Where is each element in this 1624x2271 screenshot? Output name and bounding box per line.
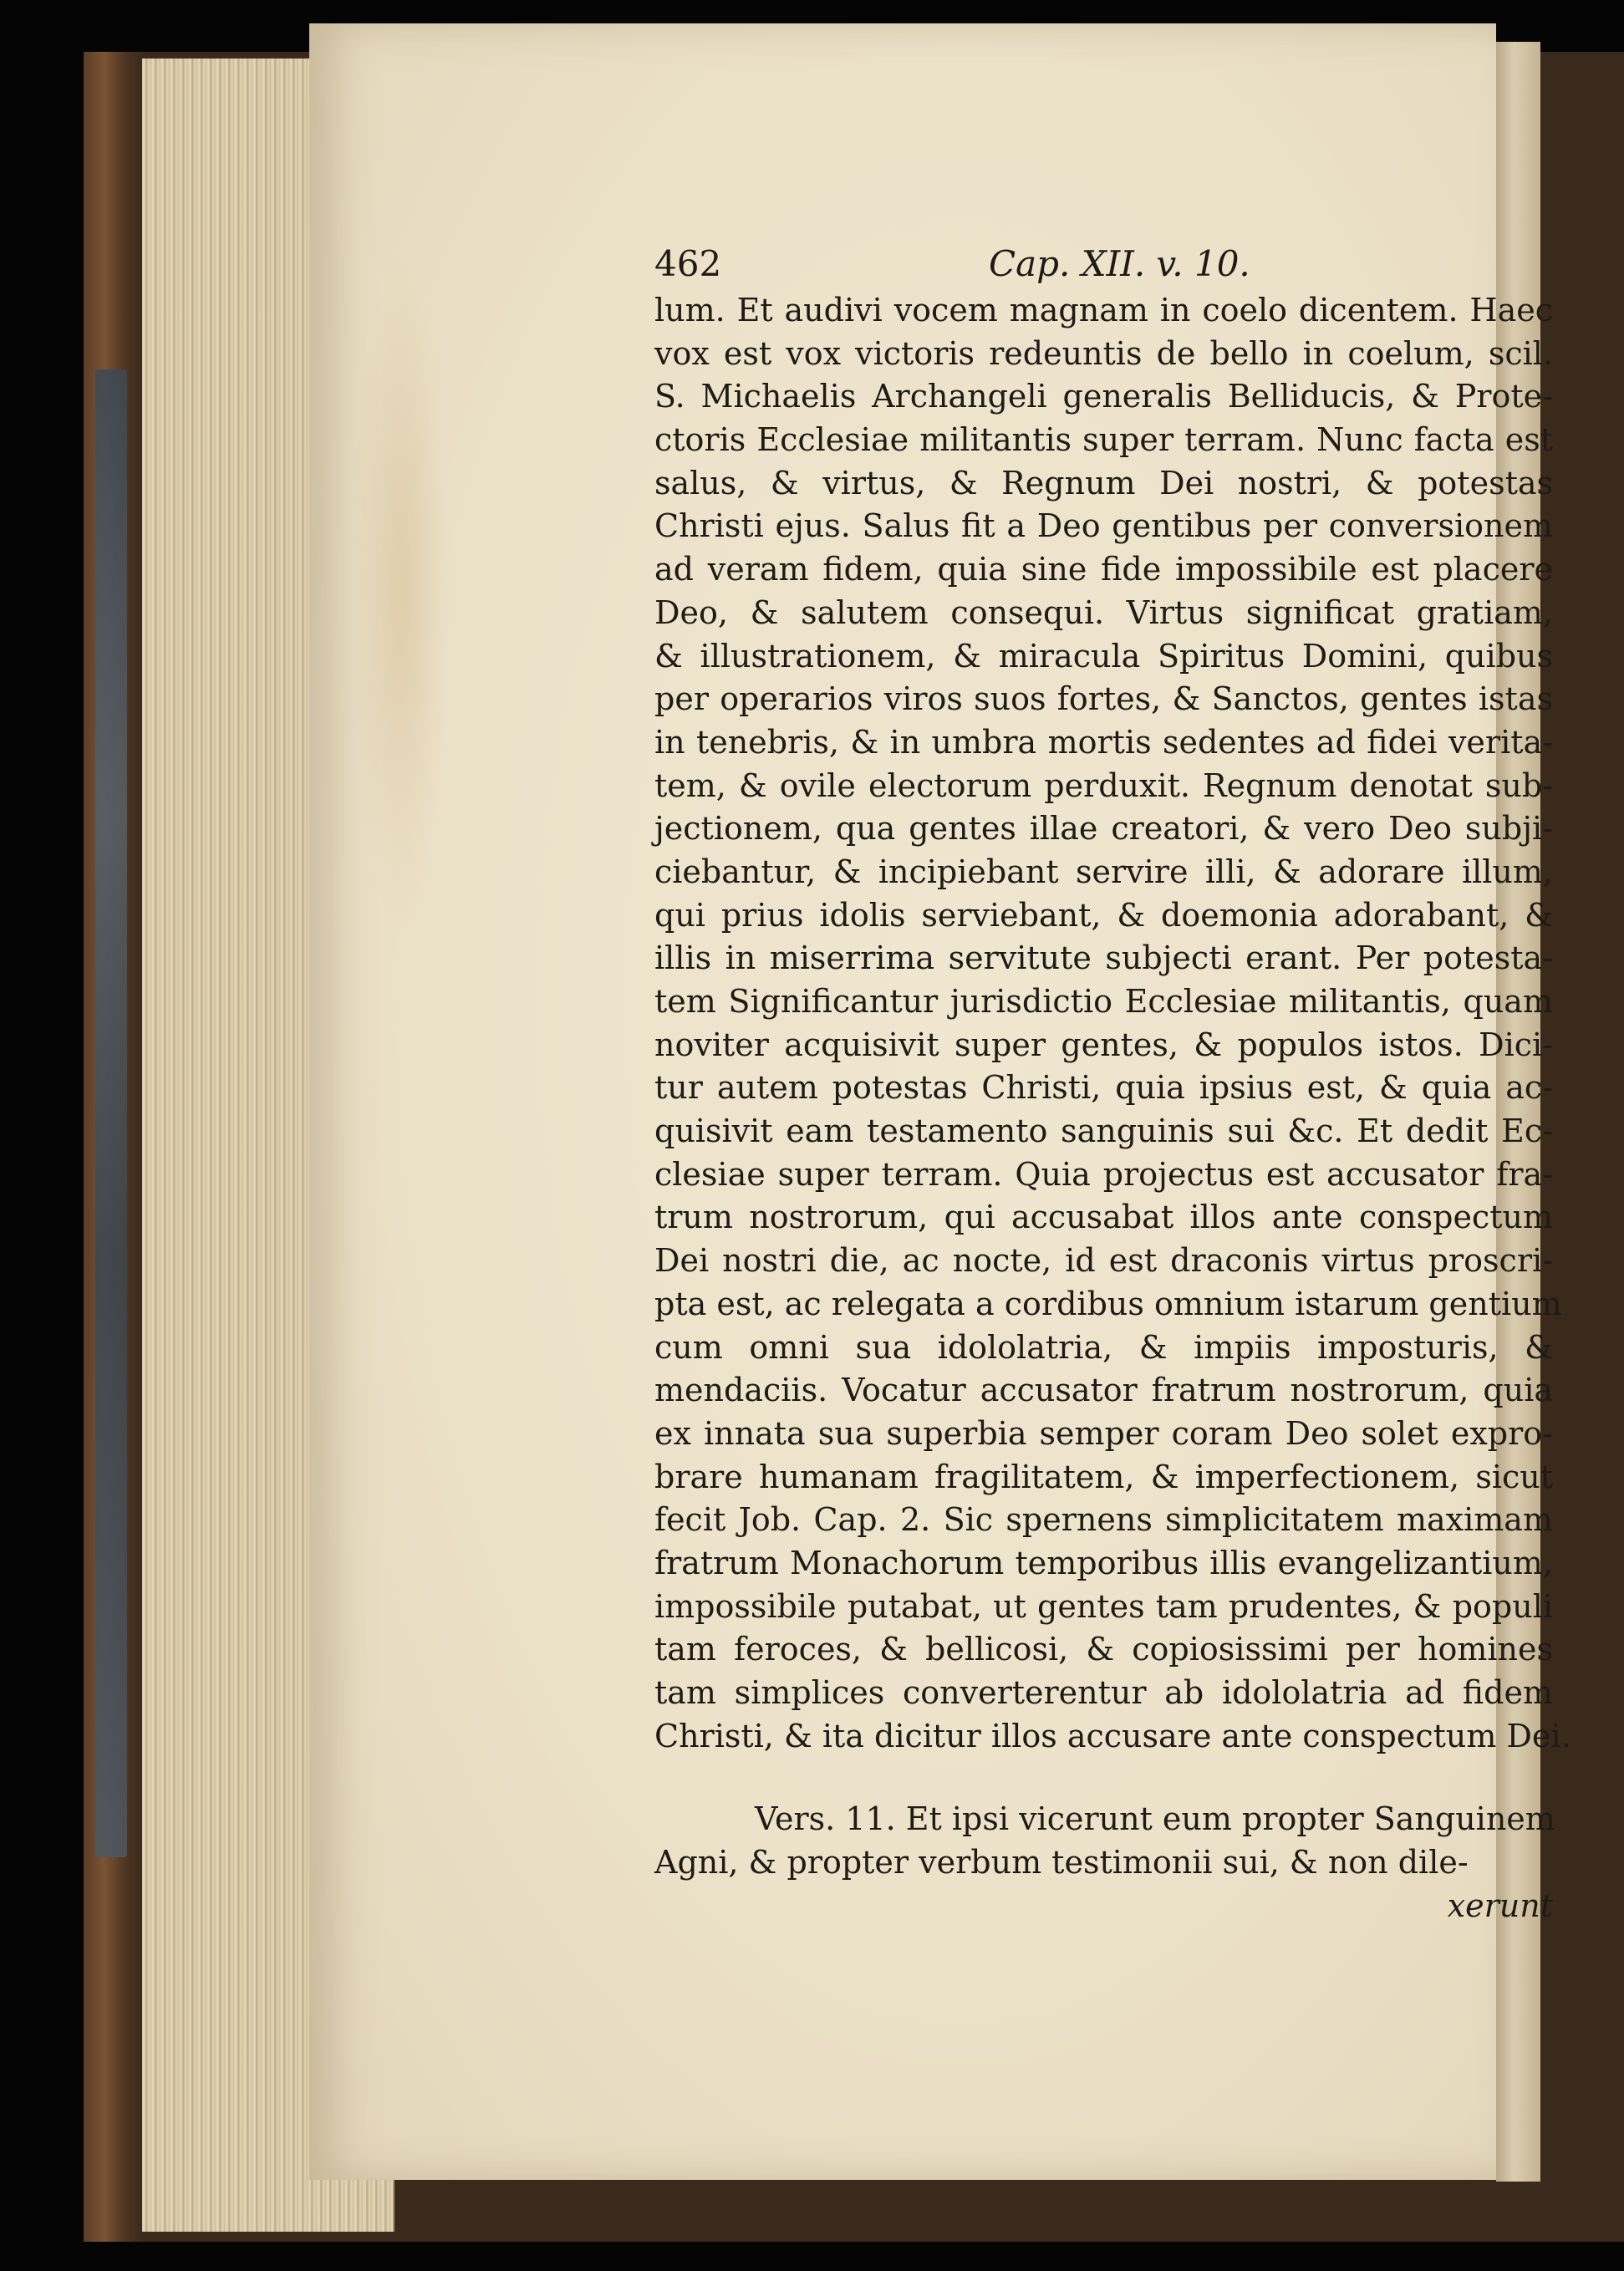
- text-line: lum. Et audivi vocem magnam in coelo dicentem. Haec: [654, 292, 1553, 328]
- text-line: Christi ejus. Salus fit a Deo gentibus per conversionem: [654, 507, 1553, 545]
- text-line: tem, & ovile electorum perduxit. Regnum denotat sub-: [654, 766, 1553, 804]
- text-line: trum nostrorum, qui accusabat illos ante conspectum: [654, 1199, 1553, 1236]
- text-line: impossibile putabat, ut gentes tam prudentes, & populi: [654, 1587, 1553, 1625]
- text-line: per operarios viros suos fortes, & Sanctos, gentes istas: [654, 680, 1553, 718]
- text-line: & illustrationem, & miracula Spiritus Domini, quibus: [654, 637, 1553, 675]
- text-line: brare humanam fragilitatem, & imperfectionem, sicut: [654, 1458, 1553, 1495]
- body-text: [654, 289, 1571, 1758]
- text-block: [654, 242, 1571, 1927]
- book-cover: [84, 52, 142, 2242]
- text-line: Deo, & salutem consequi. Virtus significat gratiam,: [654, 593, 1553, 631]
- text-line: quisivit eam testamento sanguinis sui &c. Et dedit Ec-: [654, 1113, 1553, 1150]
- text-line: fratrum Monachorum temporibus illis evangelizantium,: [654, 1544, 1553, 1581]
- page-number: 462: [654, 243, 722, 284]
- text-line: ad veram fidem, quia sine fide impossibile est placere: [654, 551, 1553, 588]
- verse-line: Agni, & propter verbum testimonii sui, & non dile-: [654, 1844, 1469, 1881]
- text-line: cum omni sua idololatria, & impiis imposturis, &: [654, 1328, 1553, 1366]
- text-line: salus, & virtus, & Regnum Dei nostri, & potestas: [654, 464, 1553, 502]
- text-line: illis in miserrima servitute subjecti erant. Per potesta-: [654, 939, 1553, 977]
- text-line: noviter acquisivit super gentes, & populos istos. Dici-: [654, 1026, 1553, 1063]
- text-line: mendaciis. Vocatur accusator fratrum nostrorum, quia: [654, 1372, 1553, 1409]
- verse-text: [654, 1798, 1553, 1884]
- text-line: qui prius idolis serviebant, & doemonia adorabant, &: [654, 896, 1553, 934]
- text-line: tam simplices converterentur ab idololatria ad fidem: [654, 1674, 1553, 1711]
- text-line: jectionem, qua gentes illae creatori, & vero Deo subji-: [654, 810, 1553, 848]
- text-line: in tenebris, & in umbra mortis sedentes ad fidei verita-: [654, 723, 1553, 761]
- text-line: S. Michaelis Archangeli generalis Belliducis, & Prote-: [654, 378, 1553, 415]
- running-head: [654, 242, 1553, 289]
- text-line: fecit Job. Cap. 2. Sic spernens simplicitatem maximam: [654, 1501, 1553, 1539]
- text-line: tur autem potestas Christi, quia ipsius est, & quia ac-: [654, 1069, 1553, 1107]
- text-line: vox est vox victoris redeuntis de bello in coelum, scil.: [654, 334, 1553, 372]
- page-stain: [351, 251, 451, 936]
- text-line: ciebantur, & incipiebant servire illi, & adorare illum,: [654, 853, 1553, 890]
- cover-marbling: [95, 369, 127, 1857]
- text-line: ctoris Ecclesiae militantis super terram. Nunc facta est: [654, 421, 1553, 459]
- chapter-heading: Cap. XII. v. 10.: [989, 243, 1250, 284]
- text-line: Dei nostri die, ac nocte, id est draconis virtus proscri-: [654, 1242, 1553, 1280]
- text-line: clesiae super terram. Quia projectus est accusator fra-: [654, 1155, 1553, 1193]
- text-line: ex innata sua superbia semper coram Deo solet expro-: [654, 1414, 1553, 1452]
- text-line: Christi, & ita dicitur illos accusare ante conspectum Dei.: [654, 1717, 1571, 1754]
- text-line: tem Significantur jurisdictio Ecclesiae militantis, quam: [654, 983, 1553, 1020]
- text-line: pta est, ac relegata a cordibus omnium istarum gentium: [654, 1285, 1562, 1322]
- catchword: xerunt: [1447, 1887, 1553, 1924]
- verse-line: Vers. 11. Et ipsi vicerunt eum propter Sanguinem: [755, 1800, 1555, 1838]
- text-line: tam feroces, & bellicosi, & copiosissimi per homines: [654, 1631, 1553, 1668]
